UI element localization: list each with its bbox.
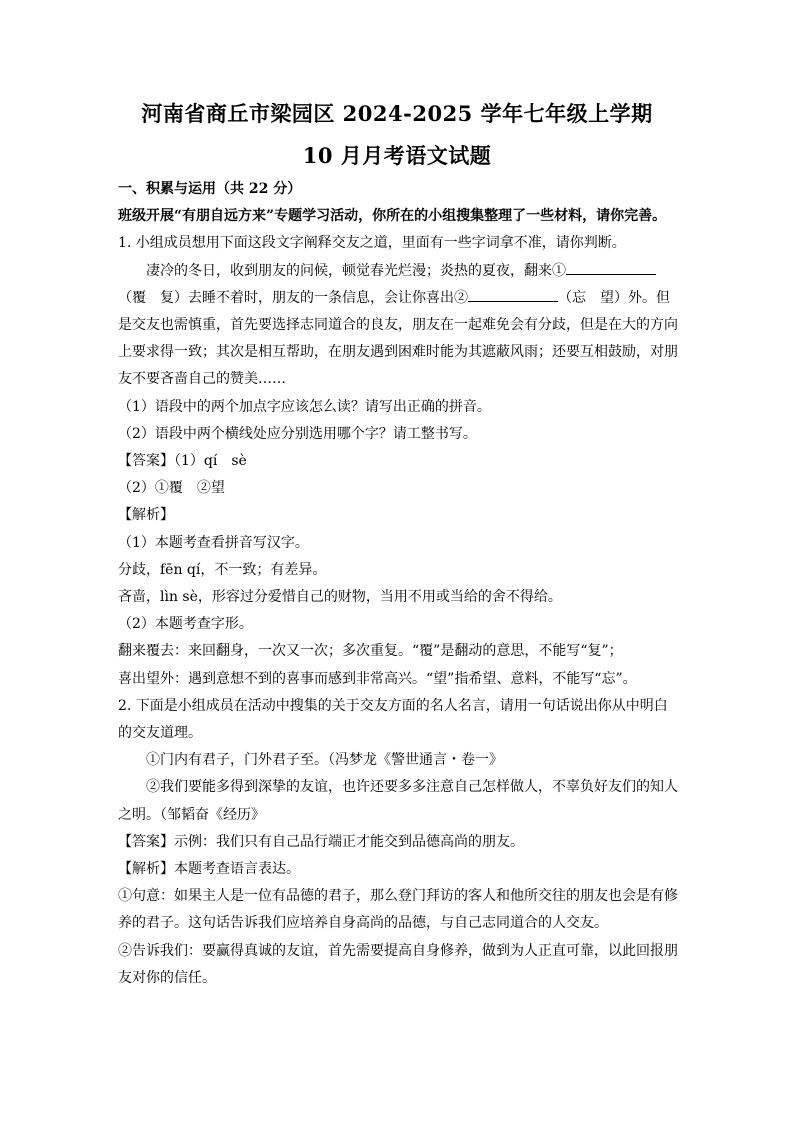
analysis-label: 【解析】 xyxy=(118,861,174,878)
analysis-line: 翻来覆去：来回翻身，一次又一次；多次重复。“覆”是翻动的意思，不能写“复”； xyxy=(118,643,623,660)
question-1-sub2: （2）语段中两个横线处应分别选用哪个字？请工整书写。 xyxy=(118,425,477,442)
analysis-line: ①句意：如果主人是一位有品德的君子，那么登门拜访的客人和他所交往的朋友也会是有修养的君子。这句话告诉我们应培养自身高尚的品德，与自己志同道合的人交友。 xyxy=(118,888,678,932)
section-heading: 一、积累与运用（共 22 分） xyxy=(118,181,302,197)
document-title-line2: 10 月月考语文试题 xyxy=(302,143,492,168)
document-body xyxy=(118,176,678,992)
analysis-text: 本题考查语言表达。 xyxy=(174,861,300,878)
question-2-answer xyxy=(118,829,678,856)
question-2-analysis xyxy=(118,856,678,883)
question-1-answer-2: （2）①覆 ②望 xyxy=(118,480,225,497)
answer-label: 【答案】 xyxy=(118,833,174,850)
passage-part-b: （覆 复）去睡不着时，朋友的一条信息，会让你喜出② xyxy=(118,289,468,306)
analysis-line: ②告诉我们：要赢得真诚的友谊，首先需要提高自身修养，做到为人正直可靠，以此回报朋友对你的信任。 xyxy=(118,942,678,986)
question-1-passage xyxy=(118,258,678,394)
answer-blank-2 xyxy=(468,285,558,302)
analysis-line: 分歧，fēn qí，不一致；有差异。 xyxy=(118,561,327,578)
answer-blank-1 xyxy=(566,258,656,275)
document-title-line1: 河南省商丘市梁园区 2024-2025 学年七年级上学期 xyxy=(141,101,653,126)
passage-part-a: 凄冷的冬日，收到朋友的问候，顿觉春光烂漫；炎热的夏夜，翻来① xyxy=(146,262,566,279)
analysis-line: 喜出望外：遇到意想不到的喜事而感到非常高兴。“望”指希望、意料，不能写“忘”。 xyxy=(118,670,637,687)
question-1-sub1: （1）语段中的两个加点字应该怎么读？请写出正确的拼音。 xyxy=(118,398,491,415)
question-2-quote-2: ②我们要能多得到深挚的友谊，也许还要多多注意自己怎样做人，不辜负好友们的知人之明。（邹韬奋《经历》 xyxy=(118,779,678,823)
analysis-line: 吝啬，lìn sè，形容过分爱惜自己的财物，当用不用或当给的舍不得给。 xyxy=(118,589,562,606)
answer-label: 【答案】 xyxy=(118,453,174,470)
analysis-line: （2）本题考查字形。 xyxy=(118,616,253,633)
analysis-line: （1）本题考查看拼音写汉字。 xyxy=(118,534,309,551)
question-1-stem: 1. 小组成员想用下面这段文字阐释交友之道，里面有一些字词拿不准，请你判断。 xyxy=(118,235,626,252)
answer-text-1: （1）qí sè xyxy=(174,453,247,470)
passage-part-c: （忘 望）外。但是交友也需慎重，首先要选择志同道合的良友，朋友在一起难免会有分歧，但是在大的方向上要求得一致；其次是相互帮助，在朋友遇到困难时能为其遮蔽风雨；还要互相鼓励，对朋友不要吝啬自己的赞美…… xyxy=(118,289,678,388)
question-1-analysis-label: 【解析】 xyxy=(118,507,174,524)
answer-text: 示例：我们只有自己品行端正才能交到品德高尚的朋友。 xyxy=(174,833,524,850)
intro-paragraph: 班级开展“有朋自远方来”专题学习活动，你所在的小组搜集整理了一些材料，请你完善。 xyxy=(118,208,667,225)
question-2-stem: 2. 下面是小组成员在活动中搜集的关于交友方面的名人名言，请用一句话说出你从中明白的交友道理。 xyxy=(118,697,668,742)
question-1-answer xyxy=(118,448,678,475)
question-2-quote-1: ①门内有君子，门外君子至。（冯梦龙《警世通言・卷一》 xyxy=(146,752,503,769)
